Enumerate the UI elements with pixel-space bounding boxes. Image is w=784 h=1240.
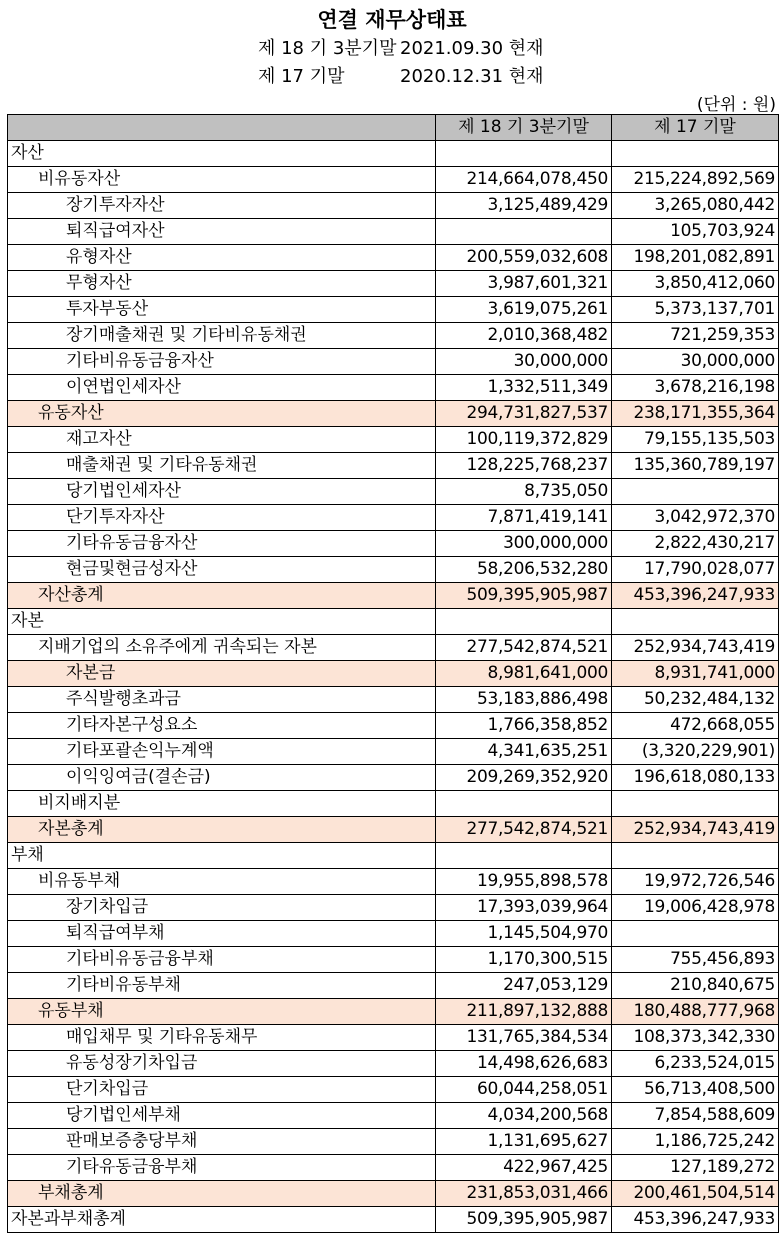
account-label: 투자부동산 xyxy=(8,297,436,323)
account-label: 유동부채 xyxy=(8,999,436,1025)
account-label: 자산 xyxy=(8,141,436,167)
current-period-value: 100,119,372,829 xyxy=(436,427,612,453)
account-label: 매출채권 및 기타유동채권 xyxy=(8,453,436,479)
previous-period-value xyxy=(612,791,779,817)
account-label: 장기매출채권 및 기타비유동채권 xyxy=(8,323,436,349)
current-period-value: 1,145,504,970 xyxy=(436,921,612,947)
table-row xyxy=(8,141,779,167)
account-label: 당기법인세자산 xyxy=(8,479,436,505)
table-row xyxy=(8,1155,779,1181)
account-label: 퇴직급여자산 xyxy=(8,219,436,245)
table-row xyxy=(8,375,779,401)
table-row xyxy=(8,297,779,323)
table-row xyxy=(8,323,779,349)
table-row xyxy=(8,271,779,297)
table-row xyxy=(8,765,779,791)
previous-period-value: 215,224,892,569 xyxy=(612,167,779,193)
table-row xyxy=(8,817,779,843)
previous-period-value: 1,186,725,242 xyxy=(612,1129,779,1155)
current-period-value: 4,341,635,251 xyxy=(436,739,612,765)
current-period-value xyxy=(436,609,612,635)
account-label: 매입채무 및 기타유동채무 xyxy=(8,1025,436,1051)
current-period-value: 1,332,511,349 xyxy=(436,375,612,401)
previous-period-value: 30,000,000 xyxy=(612,349,779,375)
period-current-date: 2021.09.30 현재 xyxy=(400,38,544,59)
current-period-value: 200,559,032,608 xyxy=(436,245,612,271)
current-period-value: 422,967,425 xyxy=(436,1155,612,1181)
current-period-value: 3,619,075,261 xyxy=(436,297,612,323)
table-row xyxy=(8,635,779,661)
previous-period-value: 180,488,777,968 xyxy=(612,999,779,1025)
current-period-value: 231,853,031,466 xyxy=(436,1181,612,1207)
table-header-row xyxy=(8,115,779,141)
current-period-value: 3,125,489,429 xyxy=(436,193,612,219)
current-period-value: 2,010,368,482 xyxy=(436,323,612,349)
previous-period-value: 3,265,080,442 xyxy=(612,193,779,219)
account-label: 자본 xyxy=(8,609,436,635)
current-period-value: 60,044,258,051 xyxy=(436,1077,612,1103)
account-label: 주식발행초과금 xyxy=(8,687,436,713)
previous-period-value: 6,233,524,015 xyxy=(612,1051,779,1077)
account-label: 기타자본구성요소 xyxy=(8,713,436,739)
table-row xyxy=(8,245,779,271)
table-row xyxy=(8,505,779,531)
previous-period-value: 108,373,342,330 xyxy=(612,1025,779,1051)
previous-period-value xyxy=(612,843,779,869)
current-period-value: 211,897,132,888 xyxy=(436,999,612,1025)
account-label: 유동자산 xyxy=(8,401,436,427)
table-row xyxy=(8,713,779,739)
previous-period-value xyxy=(612,609,779,635)
account-label: 자산총계 xyxy=(8,583,436,609)
previous-period-value: 453,396,247,933 xyxy=(612,1207,779,1233)
previous-period-value: 19,006,428,978 xyxy=(612,895,779,921)
table-row xyxy=(8,1025,779,1051)
balance-sheet-table xyxy=(7,114,779,1233)
current-period-value: 17,393,039,964 xyxy=(436,895,612,921)
table-row xyxy=(8,739,779,765)
table-row xyxy=(8,869,779,895)
account-label: 무형자산 xyxy=(8,271,436,297)
period-current-label: 제 18 기 3분기말 xyxy=(258,38,397,59)
table-row xyxy=(8,427,779,453)
current-period-value: 58,206,532,280 xyxy=(436,557,612,583)
current-period-value: 30,000,000 xyxy=(436,349,612,375)
previous-period-value xyxy=(612,141,779,167)
table-row xyxy=(8,791,779,817)
account-label: 재고자산 xyxy=(8,427,436,453)
account-label: 유형자산 xyxy=(8,245,436,271)
current-period-value: 3,987,601,321 xyxy=(436,271,612,297)
account-label: 이연법인세자산 xyxy=(8,375,436,401)
current-period-value: 7,871,419,141 xyxy=(436,505,612,531)
current-period-value: 1,766,358,852 xyxy=(436,713,612,739)
account-label: 자본금 xyxy=(8,661,436,687)
table-row xyxy=(8,973,779,999)
table-row xyxy=(8,1181,779,1207)
table-row xyxy=(8,167,779,193)
table-row xyxy=(8,557,779,583)
previous-period-value: 472,668,055 xyxy=(612,713,779,739)
account-label: 단기투자자산 xyxy=(8,505,436,531)
current-period-value: 1,131,695,627 xyxy=(436,1129,612,1155)
account-label: 유동성장기차입금 xyxy=(8,1051,436,1077)
table-row xyxy=(8,349,779,375)
previous-period-value: 196,618,080,133 xyxy=(612,765,779,791)
previous-period-value: 252,934,743,419 xyxy=(612,817,779,843)
previous-period-value: 50,232,484,132 xyxy=(612,687,779,713)
current-period-value: 8,981,641,000 xyxy=(436,661,612,687)
current-period-value: 277,542,874,521 xyxy=(436,817,612,843)
previous-period-value: 210,840,675 xyxy=(612,973,779,999)
current-period-value xyxy=(436,843,612,869)
account-label: 이익잉여금(결손금) xyxy=(8,765,436,791)
previous-period-value: 755,456,893 xyxy=(612,947,779,973)
header-previous-period: 제 17 기말 xyxy=(612,115,779,141)
current-period-value: 128,225,768,237 xyxy=(436,453,612,479)
account-label: 기타유동금융부채 xyxy=(8,1155,436,1181)
current-period-value: 509,395,905,987 xyxy=(436,583,612,609)
period-previous-date: 2020.12.31 현재 xyxy=(400,66,544,87)
previous-period-value: 105,703,924 xyxy=(612,219,779,245)
current-period-value: 131,765,384,534 xyxy=(436,1025,612,1051)
current-period-value: 300,000,000 xyxy=(436,531,612,557)
table-row xyxy=(8,479,779,505)
current-period-value: 509,395,905,987 xyxy=(436,1207,612,1233)
current-period-value: 1,170,300,515 xyxy=(436,947,612,973)
period-previous-label: 제 17 기말 xyxy=(258,66,345,87)
previous-period-value: 238,171,355,364 xyxy=(612,401,779,427)
previous-period-value: 135,360,789,197 xyxy=(612,453,779,479)
account-label: 부채 xyxy=(8,843,436,869)
previous-period-value: (3,320,229,901) xyxy=(612,739,779,765)
previous-period-value: 252,934,743,419 xyxy=(612,635,779,661)
table-row xyxy=(8,531,779,557)
previous-period-value: 56,713,408,500 xyxy=(612,1077,779,1103)
table-row xyxy=(8,947,779,973)
account-label: 부채총계 xyxy=(8,1181,436,1207)
account-label: 비지배지분 xyxy=(8,791,436,817)
previous-period-value: 3,678,216,198 xyxy=(612,375,779,401)
table-row xyxy=(8,609,779,635)
account-label: 자본총계 xyxy=(8,817,436,843)
previous-period-value: 79,155,135,503 xyxy=(612,427,779,453)
table-row xyxy=(8,1207,779,1233)
table-row xyxy=(8,687,779,713)
table-row xyxy=(8,895,779,921)
account-label: 당기법인세부채 xyxy=(8,1103,436,1129)
unit-label: (단위 : 원) xyxy=(696,95,776,115)
account-label: 기타포괄손익누계액 xyxy=(8,739,436,765)
table-row xyxy=(8,453,779,479)
previous-period-value: 721,259,353 xyxy=(612,323,779,349)
previous-period-value: 8,931,741,000 xyxy=(612,661,779,687)
table-row xyxy=(8,999,779,1025)
account-label: 기타비유동금융부채 xyxy=(8,947,436,973)
account-label: 지배기업의 소유주에게 귀속되는 자본 xyxy=(8,635,436,661)
account-label: 장기차입금 xyxy=(8,895,436,921)
current-period-value: 8,735,050 xyxy=(436,479,612,505)
previous-period-value: 19,972,726,546 xyxy=(612,869,779,895)
table-row xyxy=(8,193,779,219)
previous-period-value: 3,042,972,370 xyxy=(612,505,779,531)
table-row xyxy=(8,661,779,687)
previous-period-value: 5,373,137,701 xyxy=(612,297,779,323)
previous-period-value: 17,790,028,077 xyxy=(612,557,779,583)
table-row xyxy=(8,921,779,947)
account-label: 기타비유동금융자산 xyxy=(8,349,436,375)
previous-period-value xyxy=(612,479,779,505)
document-title: 연결 재무상태표 xyxy=(317,8,467,32)
table-row xyxy=(8,1077,779,1103)
previous-period-value: 2,822,430,217 xyxy=(612,531,779,557)
table-row xyxy=(8,401,779,427)
table-row xyxy=(8,1129,779,1155)
current-period-value: 14,498,626,683 xyxy=(436,1051,612,1077)
current-period-value: 247,053,129 xyxy=(436,973,612,999)
current-period-value xyxy=(436,141,612,167)
account-label: 비유동부채 xyxy=(8,869,436,895)
current-period-value xyxy=(436,791,612,817)
account-label: 장기투자자산 xyxy=(8,193,436,219)
previous-period-value: 127,189,272 xyxy=(612,1155,779,1181)
previous-period-value: 198,201,082,891 xyxy=(612,245,779,271)
current-period-value: 209,269,352,920 xyxy=(436,765,612,791)
current-period-value: 214,664,078,450 xyxy=(436,167,612,193)
account-label: 판매보증충당부채 xyxy=(8,1129,436,1155)
account-label: 비유동자산 xyxy=(8,167,436,193)
account-label: 퇴직급여부채 xyxy=(8,921,436,947)
account-label: 기타유동금융자산 xyxy=(8,531,436,557)
account-label: 자본과부채총계 xyxy=(8,1207,436,1233)
current-period-value: 4,034,200,568 xyxy=(436,1103,612,1129)
previous-period-value: 453,396,247,933 xyxy=(612,583,779,609)
account-label: 기타비유동부채 xyxy=(8,973,436,999)
previous-period-value xyxy=(612,921,779,947)
table-row xyxy=(8,219,779,245)
account-label: 단기차입금 xyxy=(8,1077,436,1103)
account-label: 현금및현금성자산 xyxy=(8,557,436,583)
table-row xyxy=(8,583,779,609)
current-period-value: 294,731,827,537 xyxy=(436,401,612,427)
previous-period-value: 7,854,588,609 xyxy=(612,1103,779,1129)
header-current-period: 제 18 기 3분기말 xyxy=(436,115,612,141)
previous-period-value: 3,850,412,060 xyxy=(612,271,779,297)
table-row xyxy=(8,1051,779,1077)
header-account xyxy=(8,115,436,141)
current-period-value: 53,183,886,498 xyxy=(436,687,612,713)
table-row xyxy=(8,1103,779,1129)
current-period-value: 277,542,874,521 xyxy=(436,635,612,661)
current-period-value xyxy=(436,219,612,245)
table-row xyxy=(8,843,779,869)
current-period-value: 19,955,898,578 xyxy=(436,869,612,895)
previous-period-value: 200,461,504,514 xyxy=(612,1181,779,1207)
